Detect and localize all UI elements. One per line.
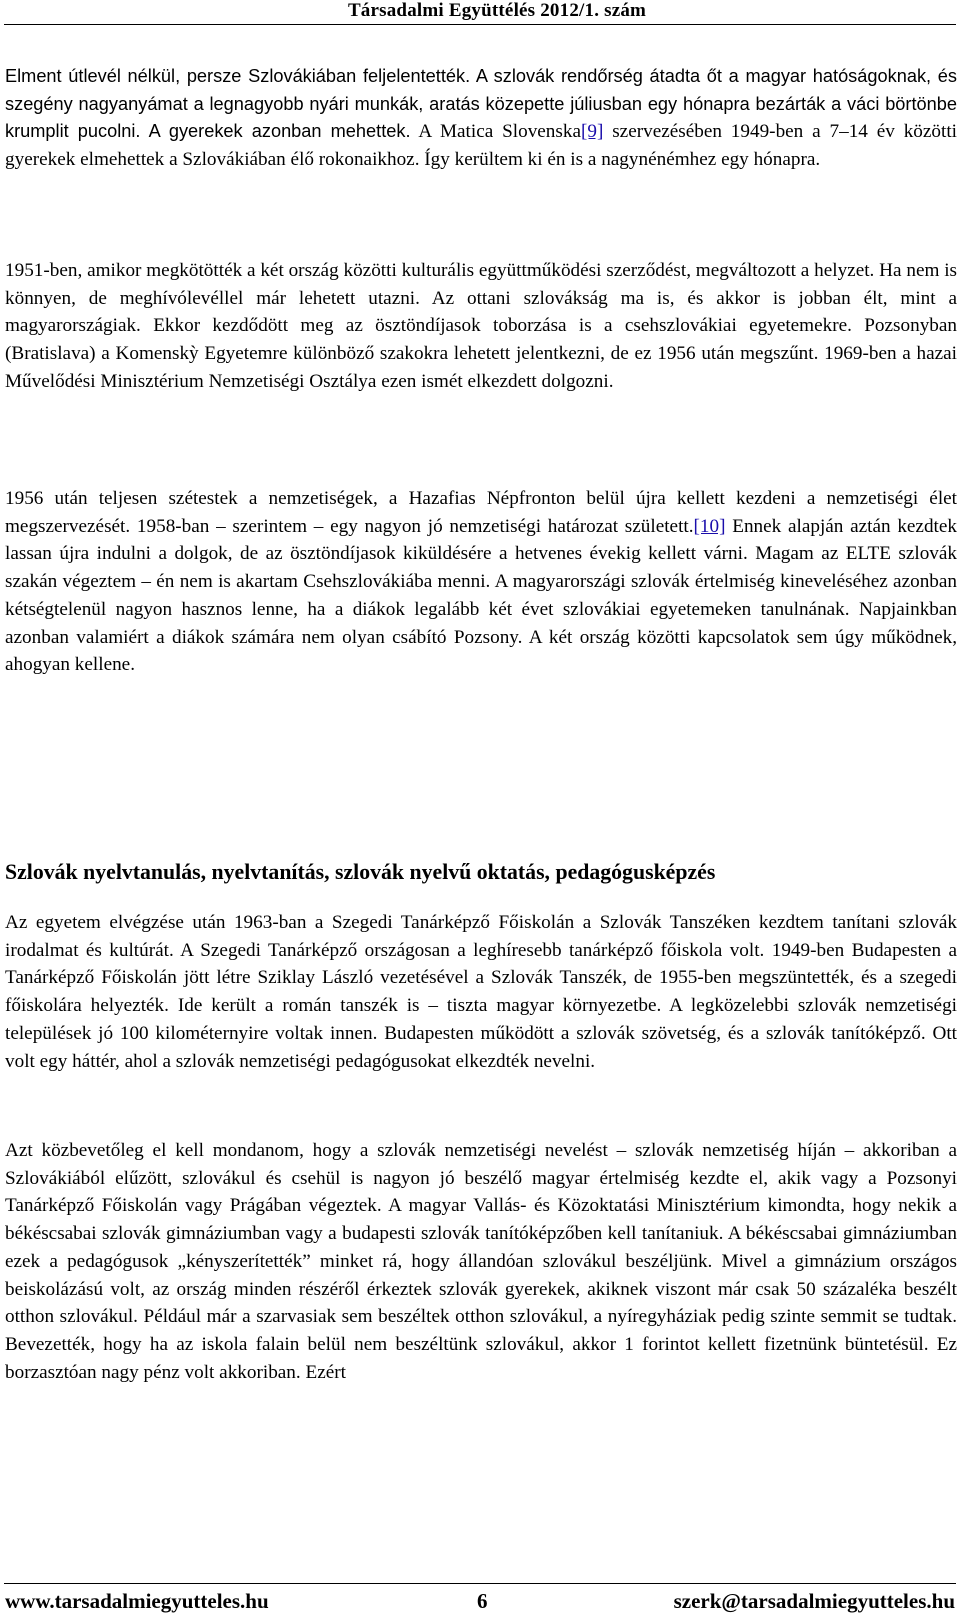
paragraph-2: 1951-ben, amikor megkötötték a két ország közötti kulturális együttműködési szerződést, megváltozott a helyzet. Ha nem is könnyen, de meghívólevéllel már lehetett utazni. Az ottani szlovákság ma is, és akkor is jobban élt, mint a magyarországiak. Ekkor kezdődött meg az ösztöndíjasok toborzása is a csehszlovákiai egyetemekre. Pozsonyban (Bratislava) a Komenskỳ Egyetemre különböző szakokra lehetett jelentkezni, de ez 1956 után megszűnt. 1969-ben a hazai Művelődési Minisztérium Nemzetiségi Osztálya ezen ismét elkezdett dolgozni. [5, 260, 957, 392]
page-footer [5, 1587, 955, 1615]
header-divider [4, 24, 956, 25]
footnote-link-9[interactable]: [9] [580, 121, 604, 143]
section-title: Szlovák nyelvtanulás, nyelvtanítás, szlovák nyelvű oktatás, pedagógusképzés [5, 860, 716, 884]
paragraph-1 [5, 63, 957, 174]
page-number: 6 [477, 1589, 488, 1613]
paragraph-5: Azt közbevetőleg el kell mondanom, hogy a szlovák nemzetiségi nevelést – szlovák nemzetiség híján – akkoriban a Szlovákiából elűzött, szlovákul és csehül is nagyon jó beszélő magyar értelmiség kezdte el, akik vagy a Pozsonyi Tanárképző Főiskolán vagy Prágában végeztek. A magyar Vallás- és Közoktatási Minisztérium kimondta, hogy nekik a békéscsabai szlovák gimnáziumban vagy a budapesti szlovák tanítóképzőben kell tanítaniuk. A békéscsabai gimnáziumban ezek a pedagógusok „kényszerítették” minket rá, hogy állandóan szlovákul beszéljünk. Mivel a gimnázium országos beiskolázású volt, az ország minden részéről érkeztek szlovák gyerekek, akiknek viszont már csak 50 százaléka beszélt otthon szlovákul. Például már a szarvasiak sem beszéltek otthon szlovákul, a nyíregyháziak pedig szinte semmit se tudtak. Bevezették, hogy ha az iskola falain belül nem beszéltünk szlovákul, akkor 1 forintot kellett fizetnünk büntetésül. Ez borzasztóan nagy pénz volt akkoriban. Ezért [5, 1140, 957, 1383]
journal-header [0, 0, 960, 22]
footer-website-link[interactable]: www.tarsadalmiegyutteles.hu [5, 1589, 269, 1613]
footer-divider [4, 1583, 956, 1584]
footer-email-link[interactable]: szerk@tarsadalmiegyutteles.hu [673, 1589, 955, 1613]
paragraph-3-text-b: Ennek alapján aztán kezdtek lassan újra indulni a dolgok, de az ösztöndíjasok kiküldésére a hetvenes évekig kellett várni. Magam az ELTE szlovák szakán végeztem – én nem is akartam Csehszlovákiába menni. A magyarországi szlovák értelmiség kineveléséhez azonban kétségtelenül nagyon hasznos lenne, ha a diákok legalább két évet szlovákiai egyetemeken tanulnának. Napjainkban azonban valamiért a diákok számára nem olyan csábító Pozsony. A két ország közötti kapcsolatok sem úgy működnek, ahogyan kellene. [5, 515, 957, 676]
paragraph-3 [5, 485, 957, 679]
journal-title: Társadalmi Együttélés 2012/1. szám [347, 0, 647, 21]
paragraph-1-text-c: szervezésében 1949-ben a 7–14 év közötti gyerekek elmehettek a Szlovákiában élő rokonaikhoz. Így kerültem ki én is a nagynénémhez egy hónapra. [5, 121, 958, 171]
paragraph-4: Az egyetem elvégzése után 1963-ban a Szegedi Tanárképző Főiskolán a Szlovák Tanszéken kezdtem tanítani szlovák irodalmat és kultúrát. A Szegedi Tanárképző országosan a leghíresebb tanárképző főiskola volt. 1949-ben Budapesten a Tanárképző Főiskolán jött létre Sziklay László vezetésével a Szlovák Tanszék, de 1955-ben megszüntették, és a szegedi főiskolára helyezték. Ide került a román tanszék is – tiszta magyar környezetbe. A legközelebbi szlovák nemzetiségi települések jó 100 kilométernyire voltak innen. Budapesten működött a szlovák szövetség, és a szlovák tanítóképző. Ott volt egy háttér, ahol a szlovák nemzetiségi pedagógusokat elkezdték nevelni. [5, 912, 957, 1072]
paragraph-1-text-a: Elment útlevél nélkül, persze Szlovákiában feljelentették. A szlovák rendőrség átadta őt a magyar hatóságoknak, és szegény nagyanyámat a legnagyobb nyári munkák, aratás közepette júliusban egy hónapra bezárták a váci börtönbe krumplit pucolni. A gyerekek azonban mehettek. [5, 66, 957, 142]
footnote-link-10[interactable]: [10] [693, 515, 726, 537]
paragraph-3-text-a: 1956 után teljesen szétestek a nemzetiségek, a Hazafias Népfronton belül újra kellett kezdeni a nemzetiségi élet megszervezését. 1958-ban – szerintem – egy nagyon jó nemzetiségi határozat született. [5, 488, 957, 537]
paragraph-1-text-b: A Matica Slovenska [410, 121, 581, 143]
